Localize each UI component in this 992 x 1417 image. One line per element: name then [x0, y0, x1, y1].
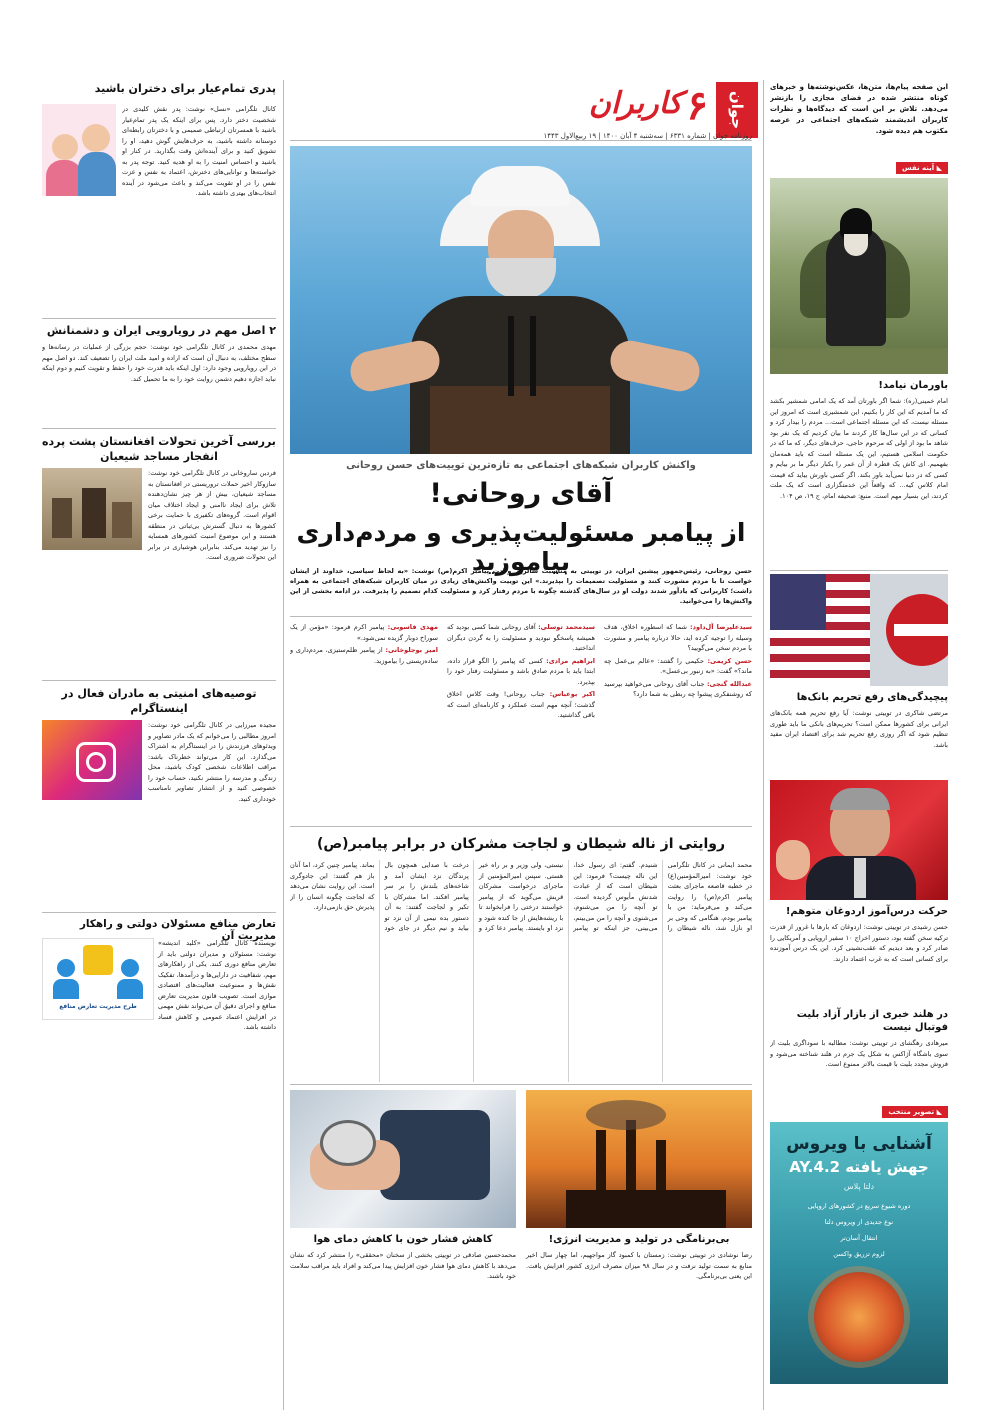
left-column: [42, 82, 276, 1412]
sanctions-photo: [770, 574, 948, 686]
left-rule-1: [42, 318, 276, 319]
story-instagram-body-cont: [42, 804, 276, 912]
section-tag-selected-image: ◣ تصویر منتخب: [882, 1106, 948, 1118]
reactions-col-2: [447, 622, 595, 818]
prophet-story-body: محمد ایمانی در کانال تلگرامی خود نوشت: امیرالمؤمنین(ع) در خطبه قاصعه ماجرای بعثت پیامبر اکرم(ص) را روایت می‌کند و می‌فرماید: من با پیامبر بودم، هنگامی که وحی بر او نازل شد، ناله شیطان را شنیدم. گفتم: ای رسول خدا، این ناله چیست؟ فرمود: این شیطان است که از عبادت شدنش مأیوس گردیده است. تو آنچه را من می‌شنوم، می‌شنوی و آنچه را من می‌بینم، می‌بینی، جز اینکه تو پیامبر نیستی، ولی وزیر و بر راه خیر هستی. سپس امیرالمؤمنین از ماجرای درخواست مشرکان قریش می‌گوید که از پیامبر خواستند درختی را فرابخواند تا با ریشه‌هایش از جا کنده شود و نزد او بایستد. پیامبر دعا کرد و درخت با صدایی همچون بال پرندگان نزد ایشان آمد و شاخه‌های بلندش را بر سر پیامبر افکند. اما مشرکان با تکبر و لجاجت گفتند: به آن دستور بده نیمی از آن نزد تو بیاید و نیم دیگر در جای خود بماند. پیامبر چنین کرد، اما آنان باز هم گفتند: این جادوگری است. این روایت نشان می‌دهد که لجاجت چگونه انسان را از پذیرش حق بازمی‌دارد.: [290, 861, 752, 932]
reaction-text-8: از پیامبر ظلم‌ستیزی، مردم‌داری و ساده‌زیستی را بیاموزید.: [290, 646, 438, 665]
left-rule-2: [42, 428, 276, 429]
mosque-blast-photo: [42, 468, 142, 550]
blood-pressure-photo: [290, 1090, 516, 1228]
reaction-name-7: مهدی فاسوبی:: [387, 623, 438, 631]
reaction-text-7: پیامبر اکرم فرمود: «مؤمن از یک سوراخ دوبار گزیده نمی‌شود.»: [290, 623, 438, 642]
story-erdogan-title: حرکت درس‌آموز اردوغان متوهم!: [785, 906, 948, 917]
left-rule-3: [42, 680, 276, 681]
prophet-rule: [290, 1084, 752, 1085]
article-headline-1: آقای روحانی!: [429, 478, 613, 509]
poster-bullet-3: انتقال آسان‌تر: [840, 1234, 878, 1242]
story-sanctions-body: مرتضی شاکری در توییتی نوشت: آیا رفع تحریم همه بانک‌های ایرانی برای کشورها ممکن است؟ تحریم‌های بانکی ما باید طوری تنظیم شود که اگر روزی رفع تحریم شد برای اقتصاد ایران مفید باشد.: [770, 709, 948, 749]
reaction-text-3: جناب آقای روحانی می‌خواهید بپرسید که روشنفکری پیشوا چه ربطی به شما دارد؟: [604, 679, 752, 698]
poster-bullet-2: نوع جدیدی از ویروس دلتا: [824, 1218, 894, 1226]
story-instagram-body: مجیده میرزایی در کانال تلگرامی خود نوشت: امروز مطالبی را می‌خوانم که یک مادر تصاویر و ویدئوهای فرزندش را در اینستاگرام به اشتراک می‌گذارد. این کار می‌تواند خطرناک باشد: مراقب اطلاعات شخصی کودک باشید، محل زندگی و مدرسه را منتشر نکنید، حساب خود را خصوصی کنید و از انتشار تصاویر نامناسب خودداری کنید.: [148, 721, 276, 803]
story-netherlands-body: میرهادی رهگشای در توییتی نوشت: مطالبه با سوداگری بلیت از سوی باشگاه آژاکس به شکل یک جرم در هلند شناخته می‌شود و فروش مجدد بلیت با قیمت بالاتر ممنوع است.: [770, 1039, 948, 1068]
left-rule-4: [42, 912, 276, 913]
article-lead: حسن روحانی، رئیس‌جمهور پیشین ایران، در توییتی به مناسبت سالروز ولادت پیامبر اکرم(ص) نوشت: «به لحاظ سیاسی، خداوند از ایشان خواست تا با مردم مشورت کنند و مسئولیت تصمیمات را بپذیرند.» این توییت واکنش‌های زیادی در میان کاربران شبکه‌های اجتماعی به همراه داشت؛ کاربرانی که یادآور شدند دولت او در سال‌های گذشته چگونه با مردم رفتار کرد و مسئولیت کدام تصمیم را پذیرفت. در ادامه بخشی از این واکنش‌ها را می‌خوانید.: [290, 567, 752, 605]
reaction-name-6: اکبر بوعباس:: [549, 690, 595, 698]
story-conflict-body-cont: [42, 1024, 276, 1384]
tag-arrow-icon: ◣: [934, 164, 942, 172]
masthead-rule: [290, 140, 752, 141]
reaction-name-5: ابراهیم مرادی:: [546, 656, 595, 665]
conflict-of-interest-illustration: [42, 938, 154, 1020]
power-plant-photo: [526, 1090, 752, 1228]
reaction-text-1: شما که اسطوره اخلاق، هدف وسیله را توجیه کرده اید، حالا درباره پیامبر و مشورت با مردم سخن می‌گویید؟: [604, 623, 752, 652]
divider-left: [283, 80, 284, 1410]
story-khomeini-title: باورمان نیامد!: [878, 380, 948, 391]
story-iran-title: ۲ اصل مهم در رویارویی ایران و دشمنانش: [46, 324, 276, 337]
reaction-name-2: حسن کریمی:: [707, 656, 752, 665]
story-erdogan-body: حسن رشیدی در توییتی نوشت: اردوغان که بارها با غرور از قدرت ترکیه سخن گفته بود، دستور اخراج ۱۰ سفیر اروپایی و آمریکایی را صادر کرد و بعد دیدیم که عقب‌نشینی کرد. این یک درس آموزنده برای کسانی است که به غرب اعتماد دارند.: [770, 923, 948, 963]
reaction-name-3: عبدالله گنجی:: [706, 679, 752, 688]
masthead: [290, 82, 752, 144]
story-iran-body: مهدی محمدی در کانال تلگرامی خود نوشت: حجم بزرگی از عملیات در رسانه‌ها و سطح مختلف، به دنبال آن است که اراده و امید ملت ایران را تضعیف کند. دو اصل مهم در این رویارویی وجود دارد: اول اینکه باید قدرت خود را حفظ و تقویت کنیم و دوم اینکه نباید اجازه دهیم دشمن روایت خود را به ما تحمیل کند.: [42, 343, 276, 383]
erdogan-photo: [770, 780, 948, 900]
poster-title-line1: آشنایی با ویروس: [786, 1134, 932, 1154]
masthead-logo: جوان: [716, 82, 758, 138]
reaction-text-6: جناب روحانی! وقت کلاس اخلاق گذشت؛ آنچه مهم است عملکرد و کارنامه‌ای است که باقی گذاشتید.: [447, 690, 595, 719]
reaction-name-8: امیر بوجلوخانی:: [385, 646, 438, 654]
illustration-caption: طرح مدیریت تعارض منافع: [59, 1003, 137, 1010]
page-intro: این صفحه پیام‌ها، متن‌ها، عکس‌نوشته‌ها و خبرهای کوتاه منتشر شده در فضای مجازی را بازنشر می‌دهد. تلاش بر این است که دیدگاه‌ها و نظرات کاربران اندیشمند شبکه‌های اجتماعی در عرصه مکتوب هم دیده شود.: [770, 83, 948, 135]
instagram-photo: [42, 720, 142, 800]
divider-right: [763, 80, 764, 1410]
section-tag-aineh: ◣ آینه نفس: [896, 162, 948, 174]
masthead-issue-info: روزنامه جوان | شماره ۶۳۳۱ | سه‌شنبه ۴ آبان ۱۴۰۰ | ۱۹ ربیع‌الاول ۱۴۴۳: [543, 132, 752, 140]
rouhani-photo: [290, 146, 752, 454]
story-father-body-cont: [42, 198, 276, 320]
story-afghanistan-body-cont: [42, 552, 276, 682]
reactions-col-1: [604, 622, 752, 818]
virus-icon: [814, 1272, 904, 1362]
poster-bullet-1: دوره شیوع سریع در کشورهای اروپایی: [807, 1202, 911, 1210]
article-headline-2: از پیامبر مسئولیت‌پذیری و مردم‌داری بیاموزید: [296, 518, 746, 576]
masthead-section-title: کاربران: [588, 86, 682, 121]
energy-title: بی‌برنامگی در تولید و مدیریت انرژی!: [548, 1234, 730, 1245]
article-kicker: واکنش کاربران شبکه‌های اجتماعی به تازه‌ترین توییت‌های حسن روحانی: [346, 460, 696, 471]
reaction-text-5: کسی که پیامبر را الگو قرار داده، ابتدا باید با مردم صادق باشد و مسئولیت رفتار خود را بپذیرد.: [447, 656, 595, 686]
story-conflict-title: تعارض منافع مسئولان دولتی و راهکار مدیریت آن: [79, 918, 276, 942]
story-conflict-body: نویسنده کانال تلگرامی «کلید اندیشه» نوشت: مسئولان و مدیران دولتی باید از تعارض منافع دوری کنند. یکی از راهکارهای مهم، شفافیت در دارایی‌ها و درآمدها، تفکیک نقش‌ها و ممنوعیت فعالیت‌های اقتصادی موازی است. تصویب قانون مدیریت تعارض منافع و اجرای دقیق آن می‌تواند نقش مهمی در افزایش اعتماد عمومی و کاهش فساد داشته باشد.: [158, 939, 276, 1031]
reaction-text-2: حکیمی را گفتند: «عالم بی‌عمل چه ماند؟» گفت: «به زنبور بی‌عسل».: [604, 656, 752, 675]
reaction-text-4: آقای روحانی شما کسی بودید که همیشه پاسخگو نبودید و مسئولیت را به گردن دیگران انداختید.: [447, 623, 595, 652]
energy-body: رضا نوشادی در توییتی نوشت: زمستان با کمبود گاز مواجهیم، اما چهار سال اخیر منابع به سمت تولید نرفت و در سال ۹۸ میزان مصرف انرژی کشور افزایش یافت. این یعنی بی‌برنامگی.: [526, 1251, 752, 1280]
masthead-page-number: ۶: [686, 82, 708, 129]
poster-subtitle: دلتا پلاس: [843, 1182, 875, 1191]
poster-bullet-4: لزوم تزریق واکسن: [833, 1250, 885, 1258]
story-khomeini-body: امام خمینی(ره): شما اگر باورتان آمد که یک امامی شمشیر بکشد که ما آمدیم که این کار را بکنیم، این شمشیری است که امروز این مسئله نیست، که این مسئله اجتماعی است... مردم را بیدار کرد و کسانی که در این سال‌ها کار کردند ما بیان کردیم که یک نفر بود شاهد ما بود از اولی که مرحوم حاجی، حرف‌های دیگر، که ما که در حکومت اسلامی هستیم، این یک مسئله است که باید همه‌مان بفهمیم. ای کاش یک قطره از آن عمر را یکبار دیگر ما بر بیایم و کسی که در دنیا نمی‌آید باور بکند. اگر کسی باورش بیاید که قیمت امام کلاس کیه... که واقعاً این خدمتگزاری است که یک ملت کردند، این بسیار مهم است. منبع: صحیفه امام، ج ۱۹، ص ۱۰۴.: [770, 397, 948, 500]
story-father-title: پدری تمام‌عیار برای دختران باشید: [94, 82, 276, 95]
poster-title-line2: جهش یافته AY.4.2: [789, 1158, 929, 1176]
story-sanctions-title: پیچیدگی‌های رفع تحریم بانک‌ها: [796, 692, 948, 703]
story-netherlands-title: در هلند خبری از بازار آزاد بلیت فوتبال نیست: [796, 1009, 948, 1033]
covid-poster: [770, 1122, 948, 1384]
center-column: [290, 146, 752, 1412]
lead-rule: [290, 616, 752, 617]
tag-arrow-icon: ◣: [934, 1108, 942, 1116]
blood-pressure-body: محمدحسین صادقی در توییتی بخشی از سخنان «محققی» را منتشر کرد که نشان می‌دهد با کاهش دمای هوا فشار خون افزایش پیدا می‌کند و افراد باید مراقب سلامت خود باشند.: [290, 1251, 516, 1280]
story-afghanistan-title: بررسی آخرین تحولات افغانستان پشت پرده انفجار مساجد شیعیان: [42, 435, 276, 463]
story-instagram-title: توصیه‌های امنیتی به مادران فعال در اینستاگرام: [61, 687, 257, 715]
khomeini-photo: [770, 178, 948, 374]
story-afghanistan-body: فردین ساروخانی در کانال تلگرامی خود نوشت: سازوکار اخیر حملات تروریستی در افغانستان به مساجد شیعیان، بیش از هر چیز نشان‌دهنده تلاش برای ایجاد ناامنی و ایجاد اختلاف میان اقوام است. گروه‌های تکفیری با حمایت برخی کشورها به دنبال گسترش بی‌ثباتی در منطقه هستند و این موضوع امنیت کشورهای همسایه را نیز تهدید می‌کند. بنابراین هوشیاری در برابر این تحولات ضروری است.: [148, 469, 276, 561]
reaction-name-4: سیدمحمد توسلی:: [538, 623, 595, 631]
right-rule-1: [770, 570, 948, 571]
father-daughter-illustration: [42, 104, 116, 196]
reactions-rule: [290, 826, 752, 827]
blood-pressure-title: کاهش فشار خون با کاهش دمای هوا: [313, 1234, 493, 1245]
story-father-body: کانال تلگرامی «نسل» نوشت: پدر نقش کلیدی در شخصیت دختر دارد. پس برای اینکه یک پدر تمام‌عیار باشید با همسرتان ارتباطی صمیمی و با دخترتان رابطه‌ای دوستانه داشته باشید، به حرف‌هایش گوش دهید، او را تشویق کنید و برای آینده‌اش وقت بگذارید. در کنار او باشید و احساس امنیت را به او هدیه کنید. توجه پدر به خواسته‌ها و توانایی‌های دخترش، اعتماد به نفس و عزت نفس را در او تقویت می‌کند و باعث می‌شود در آینده انتخاب‌های بهتری داشته باشد.: [122, 105, 276, 196]
reactions-col-3: [290, 622, 438, 818]
reaction-name-1: سیدعلیرضا آل‌داود:: [690, 623, 752, 631]
prophet-story-title: روایتی از ناله شیطان و لجاجت مشرکان در برابر پیامبر(ص): [316, 836, 726, 852]
right-column: [770, 82, 948, 1412]
